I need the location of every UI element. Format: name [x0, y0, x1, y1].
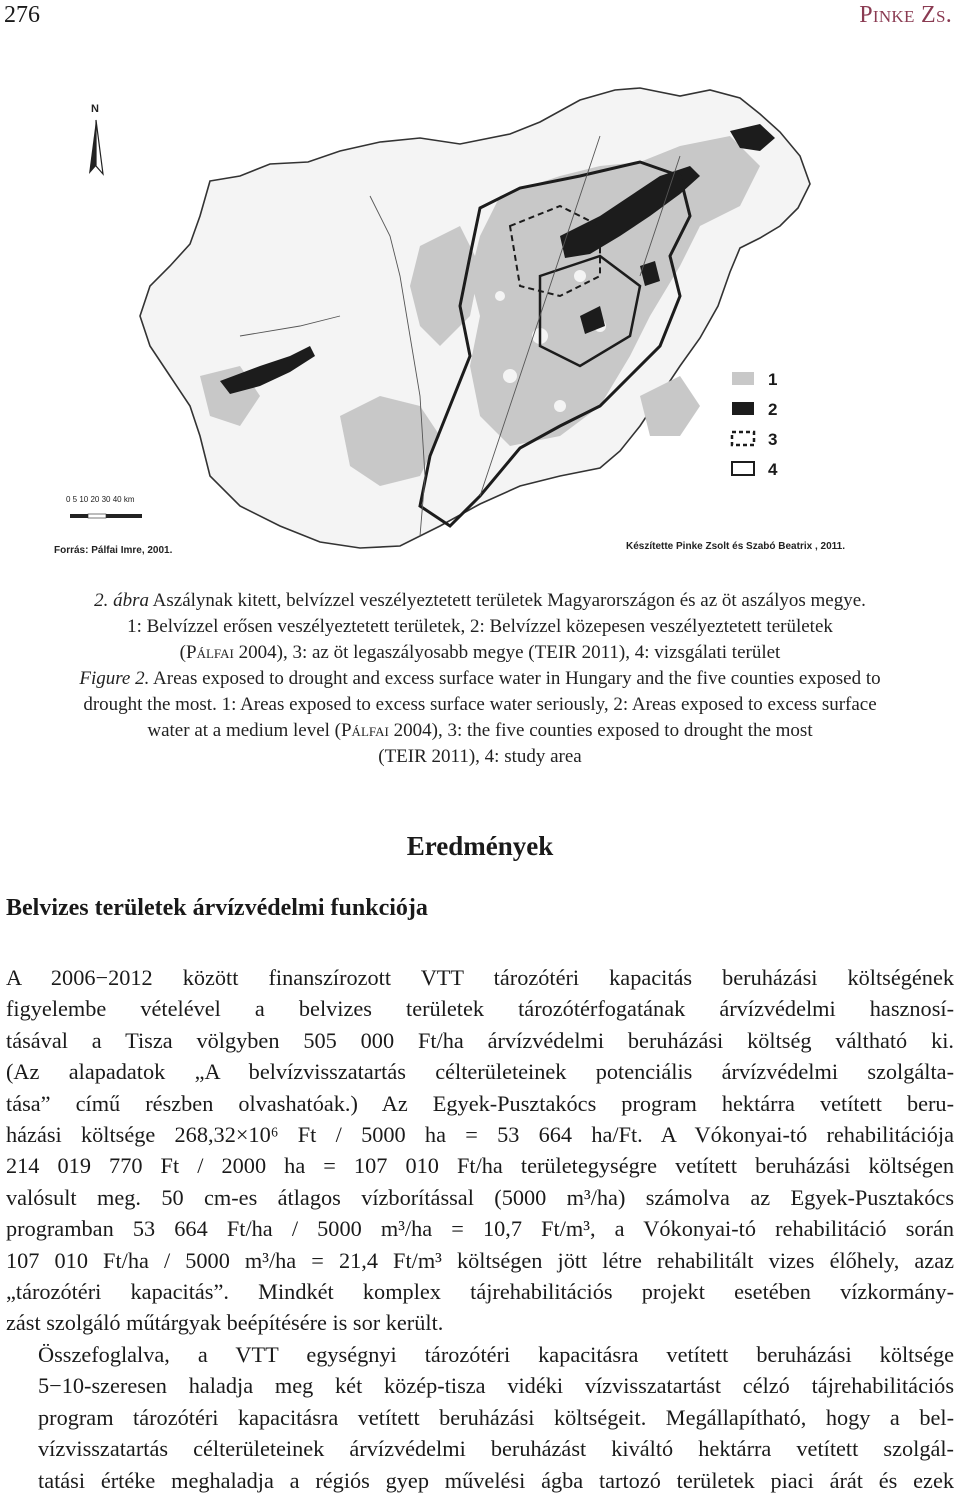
text-line: tásával a Tisza völgyben 505 000 Ft/ha árvízvédelmi beruházási költség váltható ki.	[6, 1027, 954, 1053]
caption-en-label: Figure 2.	[79, 668, 150, 689]
section-heading: Eredmények	[406, 831, 554, 861]
text-line: tása” című részben olvashatóak.) Az Egyek-Pusztakócs program hektárra vetített beru-	[6, 1090, 954, 1116]
legend-3-label: 3	[768, 430, 778, 449]
caption-hu-line: 1: Belvízzel erősen veszélyeztetett területek, 2: Belvízzel közepesen veszélyeztetett területek	[127, 616, 833, 637]
text-line: programban 53 664 Ft/ha / 5000 m³/ha = 10,7 Ft/m³, a Vókonyai-tó rehabilitáció során	[6, 1216, 954, 1242]
caption-hu-line: Aszálynak kitett, belvízzel veszélyeztetett területek Magyarországon és az öt aszályos megye.	[148, 590, 866, 611]
legend-4-label: 4	[768, 460, 778, 479]
caption-author: Pálfai	[340, 720, 389, 741]
credit-label: Készítette Pinke Zsolt és Szabó Beatrix , 2011.	[626, 541, 845, 552]
paragraph-1	[6, 962, 954, 1339]
text-line: Összefoglalva, a VTT egységnyi tározótéri kapacitásra vetített beruházási költsége	[38, 1341, 954, 1367]
caption-text: 2004), 3: az öt legaszályosabb megye (TEIR 2011), 4: vizsgálati terület	[233, 642, 781, 663]
text-line: A 2006−2012 között finanszírozott VTT tározótéri kapacitás beruházási költségének	[6, 965, 954, 990]
paragraph-2	[6, 1339, 954, 1496]
text-line: 214 019 770 Ft / 2000 ha = 107 010 Ft/ha területegységre vetített beruházási költségen	[6, 1153, 954, 1179]
text-line: „tározótéri kapacitás”. Mindkét komplex tájrehabilitációs projekt esetében vízkormány-	[6, 1279, 954, 1305]
north-label: N	[91, 103, 99, 115]
text-line: 107 010 Ft/ha / 5000 m³/ha = 21,4 Ft/m³ költségen jött létre rehabilitált vizes élőhely, azaz	[6, 1247, 954, 1273]
caption-en-line: Areas exposed to drought and excess surface water in Hungary and the five counties exposed to	[149, 668, 881, 689]
text-line: (Az alapadatok „A belvízvisszatartás célterületeinek potenciális árvízvédelmi szolgálta-	[6, 1059, 954, 1085]
source-label: Forrás: Pálfai Imre, 2001.	[54, 545, 173, 556]
caption-en-line: drought the most. 1: Areas exposed to excess surface water seriously, 2: Areas exposed to excess surface	[83, 694, 877, 715]
legend-1-label: 1	[768, 370, 778, 389]
caption-text: 2004), 3: the five counties exposed to drought the most	[388, 720, 813, 741]
caption-author: Pálfai	[186, 642, 234, 663]
caption-text: (	[179, 642, 186, 663]
map-legend	[732, 370, 778, 479]
scale-bar	[66, 495, 142, 518]
figure-caption	[0, 588, 960, 770]
page-number: 276	[4, 2, 40, 28]
text-line: vízvisszatartás célterületeinek árvízvédelmi beruházást kiváltó hektárra vetített szolgál-	[38, 1436, 954, 1462]
caption-en-line: (TEIR 2011), 4: study area	[378, 746, 582, 767]
scale-label: 0 5 10 20 30 40 km	[66, 495, 135, 504]
text-line: zást szolgáló műtárgyak beépítésére is sor került.	[6, 1310, 444, 1336]
figure-map	[40, 76, 940, 566]
text-line: valósult meg. 50 cm-es átlagos vízborítással (5000 m³/ha) számolva az Egyek-Pusztakócs	[6, 1184, 954, 1210]
legend-2-label: 2	[768, 400, 778, 419]
text-line: figyelembe vételével a belvizes területek tározótérfogatának árvízvédelmi hasznosí-	[6, 996, 954, 1022]
caption-hu-label: 2. ábra	[94, 590, 149, 611]
body-text	[6, 962, 954, 1496]
text-line: házási költsége 268,32×10⁶ Ft / 5000 ha = 53 664 ha/Ft. A Vókonyai-tó rehabilitációja	[6, 1122, 954, 1148]
north-arrow-icon	[89, 103, 103, 174]
running-head: Pinke Zs.	[859, 2, 952, 28]
text-line: tatási értéke meghaladja a régiós gyep művelési ágba tartozó területek piaci árát és ezek	[38, 1467, 954, 1493]
subsection-heading: Belvizes területek árvízvédelmi funkciója	[6, 895, 428, 921]
caption-text: water at a medium level (	[147, 720, 341, 741]
text-line: 5−10-szeresen haladja meg két közép-tisza vidéki vízvisszatartást célzó tájrehabilitációs	[38, 1373, 954, 1399]
text-line: program tározótéri kapacitásra vetített beruházási költségeit. Megállapítható, hogy a bel-	[38, 1404, 954, 1430]
